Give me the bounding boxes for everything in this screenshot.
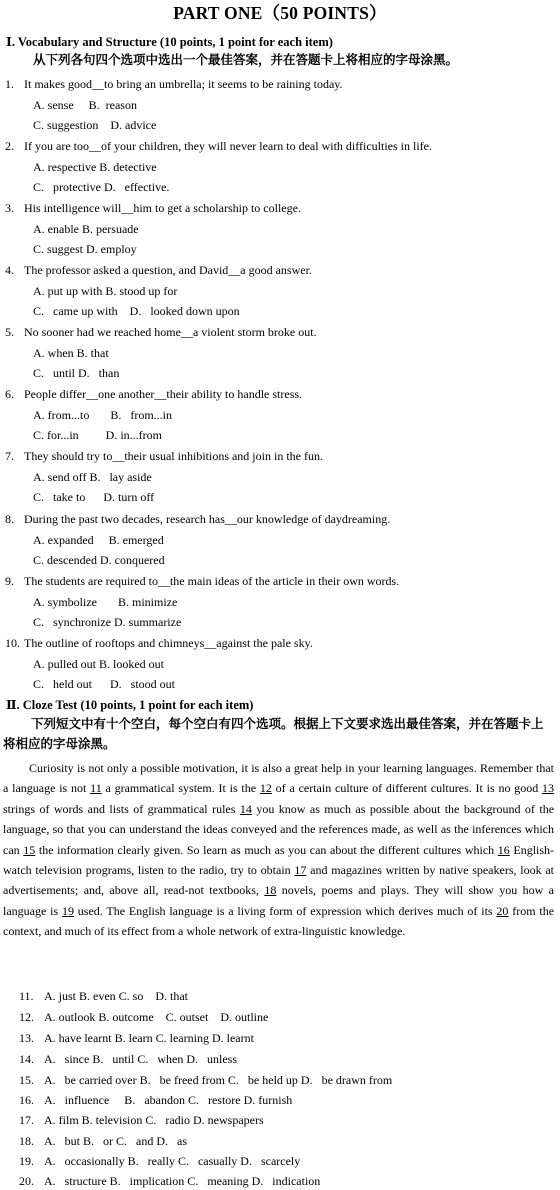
cloze-option-number: 13.: [19, 1031, 34, 1045]
cloze-option-number: 19.: [19, 1154, 34, 1168]
question-stem: [5, 262, 312, 278]
cloze-blank: 13: [542, 781, 555, 796]
question-options-line: A. expanded B. emerged: [33, 533, 164, 547]
question-number: 1.: [5, 77, 14, 91]
passage-text: from the context, and much of its effect from a whole network of extra-linguistic knowledge.: [3, 903, 555, 939]
section-heading-vocabulary: Ⅰ. Vocabulary and Structure (10 points, 1 point for each item): [6, 35, 333, 49]
question-options-line: C. until D. than: [33, 366, 120, 380]
cloze-option-line: [19, 1173, 320, 1189]
cloze-blank: 18: [264, 883, 277, 898]
question-stem: [5, 76, 343, 92]
cloze-option-line: [19, 1072, 392, 1088]
question-options-line: A. respective B. detective: [33, 160, 157, 174]
cloze-blank: 12: [259, 781, 272, 796]
question-text: It makes good__to bring an umbrella; it seems to be raining today.: [24, 77, 343, 91]
cloze-option-text: A. since B. until C. when D. unless: [44, 1052, 237, 1066]
cloze-option-text: A. be carried over B. be freed from C. be held up D. be drawn from: [44, 1073, 393, 1087]
question-options-line: A. put up with B. stood up for: [33, 284, 178, 298]
cloze-option-text: A. occasionally B. really C. casually D. scarcely: [44, 1154, 301, 1168]
cloze-option-number: 20.: [19, 1174, 34, 1188]
cloze-option-line: [19, 988, 188, 1004]
cloze-option-number: 18.: [19, 1134, 34, 1148]
question-options-line: A. when B. that: [33, 346, 109, 360]
cloze-option-text: A. structure B. implication C. meaning D. indication: [44, 1174, 321, 1188]
passage-text: Curiosity is not only a possible motivation, it is also a great help in your learning languages. Remember that a language is not: [3, 761, 554, 796]
passage-text: a grammatical system. It is the: [105, 781, 257, 796]
question-item: [0, 386, 560, 448]
cloze-blank: 19: [61, 903, 74, 918]
question-options-line: C. held out D. stood out: [33, 677, 176, 691]
page-title: PART ONE（50 POINTS）: [173, 3, 387, 23]
passage-text: English-watch television programs, listen to the radio, try to obtain: [3, 842, 555, 878]
question-options-line: C. came up with D. looked down upon: [33, 304, 240, 318]
cloze-option-line: [19, 1051, 237, 1067]
cloze-option-number: 12.: [19, 1010, 34, 1024]
question-options-line: A. from...to B. from...in: [33, 408, 172, 422]
question-stem: [5, 448, 323, 464]
cloze-option-line: [19, 1133, 187, 1149]
passage-text: the information clearly given. So learn as much as you can about the different cultures which: [38, 842, 495, 857]
question-options-line: C. synchronize D. summarize: [33, 615, 182, 629]
question-text: No sooner had we reached home__a violent storm broke out.: [24, 325, 317, 339]
question-options-line: A. send off B. lay aside: [33, 470, 152, 484]
cloze-passage: [3, 758, 554, 942]
question-item: [0, 573, 560, 635]
question-text: The outline of rooftops and chimneys__against the pale sky.: [24, 636, 313, 650]
question-options-line: C. protective D. effective.: [33, 180, 170, 194]
question-number: 8.: [5, 512, 14, 526]
passage-text: used. The English language is a living form of expression which derives much of its: [77, 903, 493, 918]
question-text: The students are required to__the main ideas of the article in their own words.: [24, 574, 400, 588]
passage-text: and magazines written by native speakers, look at advertisements; and, above all, read-not textbooks,: [3, 863, 554, 898]
question-item: [0, 138, 560, 200]
section-heading-cloze: Ⅱ. Cloze Test (10 points, 1 point for each item): [6, 698, 254, 712]
question-options-line: C. suggestion D. advice: [33, 118, 157, 132]
question-options-line: A. symbolize B. minimize: [33, 595, 178, 609]
cloze-option-text: A. but B. or C. and D. as: [44, 1134, 187, 1148]
cloze-option-text: A. just B. even C. so D. that: [44, 989, 188, 1003]
passage-text: novels, poems and plays. They will show you how a language is: [3, 883, 555, 918]
passage-text: of a certain culture of different cultures. It is no good: [275, 781, 539, 796]
question-stem: [5, 324, 317, 340]
cloze-blank: 11: [90, 781, 102, 796]
question-number: 6.: [5, 387, 14, 401]
question-number: 5.: [5, 325, 14, 339]
question-text: His intelligence will__him to get a scholarship to college.: [24, 201, 301, 215]
question-item: [0, 262, 560, 324]
question-options-line: C. take to D. turn off: [33, 490, 155, 504]
cloze-option-line: [19, 1030, 254, 1046]
cloze-option-number: 16.: [19, 1093, 34, 1107]
question-options-line: A. pulled out B. looked out: [33, 657, 164, 671]
question-stem: [5, 138, 432, 154]
cloze-blank: 15: [23, 842, 36, 857]
question-stem: [5, 200, 301, 216]
cloze-blank: 17: [294, 863, 307, 878]
cloze-option-text: A. film B. television C. radio D. newspapers: [44, 1113, 264, 1127]
question-number: 3.: [5, 201, 14, 215]
cloze-option-text: A. influence B. abandon C. restore D. furnish: [44, 1093, 293, 1107]
passage-text: strings of words and lists of grammatical rules: [3, 801, 236, 816]
cloze-option-text: A. outlook B. outcome C. outset D. outline: [44, 1010, 269, 1024]
question-text: During the past two decades, research has__our knowledge of daydreaming.: [24, 512, 391, 526]
cloze-option-text: A. have learnt B. learn C. learning D. learnt: [44, 1031, 254, 1045]
question-text: The professor asked a question, and David__a good answer.: [24, 263, 312, 277]
question-text: They should try to__their usual inhibitions and join in the fun.: [24, 449, 323, 463]
question-number: 2.: [5, 139, 14, 153]
question-item: [0, 511, 560, 573]
question-stem: [5, 511, 390, 527]
cloze-option-number: 15.: [19, 1073, 34, 1087]
cloze-option-line: [19, 1112, 264, 1128]
cloze-blank: 14: [239, 801, 252, 816]
question-number: 10.: [5, 636, 20, 650]
cloze-option-line: [19, 1009, 268, 1025]
cloze-option-number: 11.: [19, 989, 34, 1003]
question-item: [0, 200, 560, 262]
question-item: [0, 76, 560, 138]
section-instruction-vocabulary: 从下列各句四个选项中选出一个最佳答案，并在答题卡上将相应的字母涂黑。: [33, 52, 459, 67]
question-stem: [5, 573, 399, 589]
cloze-blank: 16: [497, 842, 510, 857]
question-options-line: C. suggest D. employ: [33, 242, 137, 256]
question-item: [0, 324, 560, 386]
question-text: People differ__one another__their ability to handle stress.: [24, 387, 303, 401]
cloze-option-number: 14.: [19, 1052, 34, 1066]
question-options-line: C. for...in D. in...from: [33, 428, 162, 442]
question-stem: [5, 386, 302, 402]
question-item: [0, 635, 560, 697]
cloze-option-line: [19, 1092, 292, 1108]
question-number: 7.: [5, 449, 14, 463]
question-options-line: C. descended D. conquered: [33, 553, 165, 567]
question-number: 4.: [5, 263, 14, 277]
question-item: [0, 448, 560, 510]
question-options-line: A. enable B. persuade: [33, 222, 139, 236]
question-number: 9.: [5, 574, 14, 588]
cloze-option-line: [19, 1153, 300, 1169]
question-text: If you are too__of your children, they will never learn to deal with difficulties in life.: [24, 139, 432, 153]
cloze-blank: 20: [496, 903, 509, 918]
question-stem: [5, 635, 313, 651]
passage-text: you know as much as possible about the background of the language, so that you can understand the ideas conveyed and the references made, as well as the inferences which can: [3, 801, 555, 857]
question-options-line: A. sense B. reason: [33, 98, 137, 112]
section-instruction-cloze: 下列短文中有十个空白，每个空白有四个选项。根据上下文要求选出最佳答案，并在答题卡上将相应的字母涂黑。: [3, 716, 544, 751]
cloze-option-number: 17.: [19, 1113, 34, 1127]
